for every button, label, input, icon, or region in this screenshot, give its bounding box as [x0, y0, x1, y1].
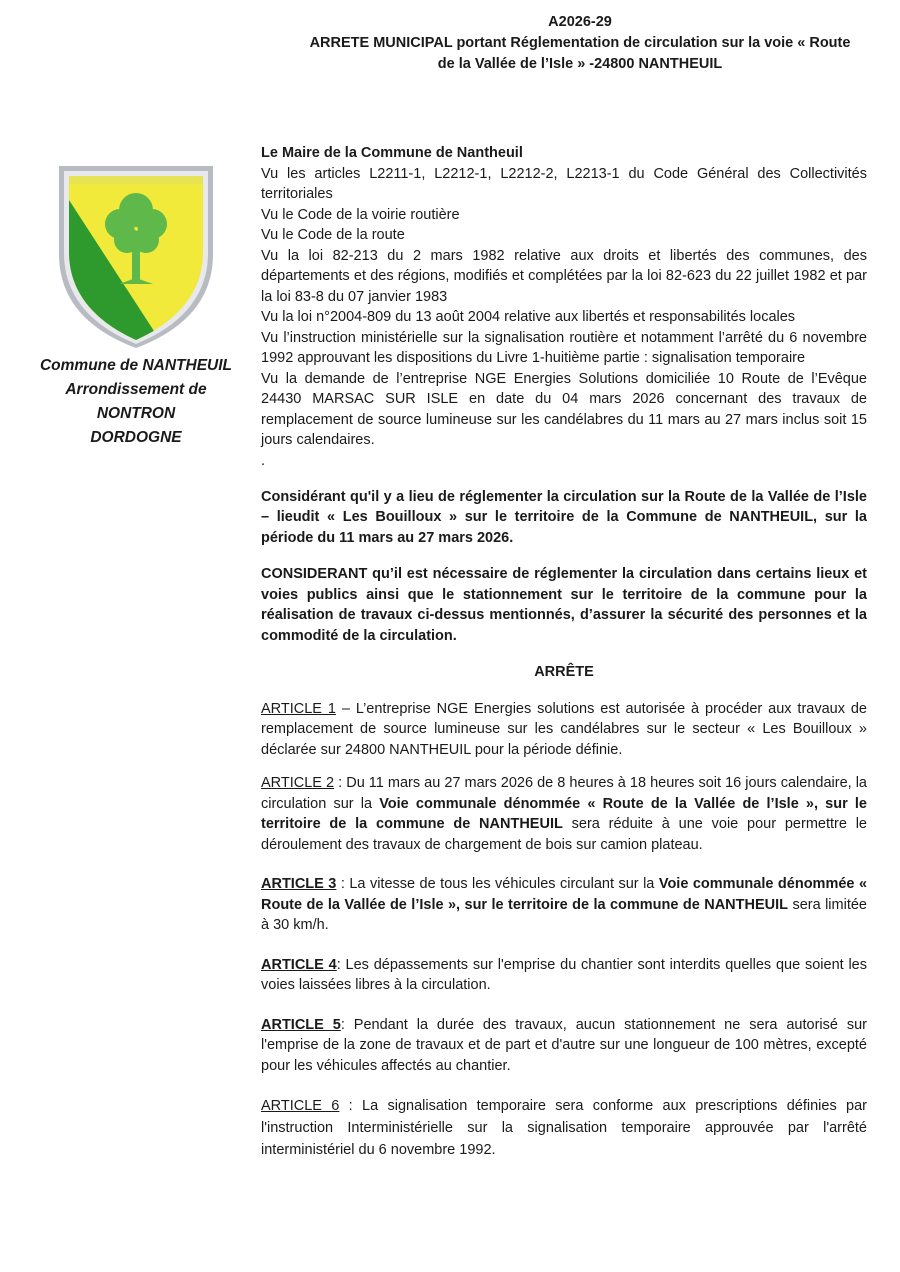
arrondissement-name: NONTRON — [96, 405, 176, 422]
article-label: ARTICLE 5 — [261, 1016, 341, 1033]
vu-line: Vu l’instruction ministérielle sur la signalisation routière et notamment l’arrêté du 6 novembre 1992 approuvant les dispositions du Livre 1-huitième partie : signalisation temporaire — [261, 329, 867, 366]
vu-line: Vu le Code de la route — [261, 227, 405, 243]
article-text: : Du 11 mars au 27 mars 2026 de 8 heures à 18 heures soit 16 jours calendaire, la circulation sur la — [261, 775, 867, 812]
article-label: ARTICLE 2 — [261, 775, 335, 791]
article-label: ARTICLE 4 — [261, 956, 337, 973]
decree-title-line2: de la Vallée de l’Isle » -24800 NANTHEUIL — [437, 56, 723, 72]
article-emphasis: Voie communale dénommée « Route de la Vallée de l’Isle », sur le territoire de la commune de NANTHEUIL — [261, 795, 867, 832]
article-text: : Pendant la durée des travaux, aucun stationnement ne sera autorisé sur l'emprise de la zone de travaux et de part et d'autre sur une longueur de 100 mètres, excepté pour les véhicules affectés au chantier. — [261, 1016, 868, 1074]
considerant-paragraph: CONSIDERANT qu’il est nécessaire de réglementer la circulation dans certains lieux et voies publics ainsi que le stationnement sur le territoire de la commune pour la réalisation de travaux ci-dessus mentionnés, d’assurer la sécurité des personnes et la commodité de la circulation. — [261, 566, 867, 644]
article-2 — [261, 773, 867, 855]
decree-body — [261, 143, 867, 1161]
vu-line: Vu la demande de l’entreprise NGE Energies Solutions domiciliée 10 Route de l’Evêque 24430 MARSAC SUR ISLE en date du 04 mars 2026 concernant des travaux de remplacement de source lumineuse sur les candélabres du 11 mars au 27 mars inclus soit 15 jours calendaires. — [261, 370, 867, 448]
stray-dot: . — [261, 452, 266, 469]
vu-line: Vu la loi 82-213 du 2 mars 1982 relative aux droits et libertés des communes, des départements et des régions, modifiés et complétées par la loi 82-623 du 22 juillet 1982 et par la loi 83-8 du 07 janvier 1983 — [261, 247, 867, 305]
commune-crest-icon — [55, 160, 217, 348]
article-label: ARTICLE 3 — [261, 876, 337, 892]
article-text: sera réduite à une voie pour permettre le déroulement des travaux de chargement de bois sur camion plateau. — [261, 816, 867, 853]
article-text: : Les dépassements sur l'emprise du chantier sont interdits quelles que soient les voies laissées libres à la circulation. — [261, 956, 868, 993]
department-name: DORDOGNE — [90, 429, 182, 446]
vu-line: Vu le Code de la voirie routière — [261, 206, 460, 223]
article-text: : La vitesse de tous les véhicules circulant sur la — [336, 876, 659, 892]
decree-reference: A2026-29 — [548, 14, 612, 30]
article-label: ARTICLE 1 — [261, 700, 336, 717]
article-4 — [261, 955, 867, 996]
arrete-heading: ARRÊTE — [534, 664, 594, 680]
article-emphasis: Voie communale dénommée « Route de la Vallée de l’Isle », sur le territoire de la commune de NANTHEUIL — [261, 876, 868, 913]
arrondissement-label: Arrondissement de — [65, 381, 207, 398]
article-1 — [261, 699, 867, 761]
decree-title-line1: ARRETE MUNICIPAL portant Réglementation de circulation sur la voie « Route — [309, 35, 851, 51]
article-text: – L’entreprise NGE Energies solutions est autorisée à procéder aux travaux de remplacement de source lumineuse sur les candélabres sur le secteur « Les Bouilloux » déclarée sur 24800 NANTHEUIL pour la période définie. — [261, 700, 868, 758]
article-3 — [261, 874, 867, 936]
commune-info — [30, 354, 242, 450]
considerant-paragraph: Considérant qu'il y a lieu de réglementer la circulation sur la Route de la Vallée de l’Isle – lieudit « Les Bouilloux » sur le territoire de la Commune de NANTHEUIL, sur la période du 11 mars au 27 mars 2026. — [261, 488, 867, 546]
article-5 — [261, 1015, 867, 1077]
article-text: sera limitée à 30 km/h. — [261, 896, 867, 933]
document-header — [280, 12, 880, 75]
vu-line: Vu les articles L2211-1, L2212-1, L2212-2, L2213-1 du Code Général des Collectivités territoriales — [261, 165, 867, 202]
article-6 — [261, 1095, 867, 1161]
article-label: ARTICLE 6 — [261, 1098, 340, 1114]
vu-line: Vu la loi n°2004-809 du 13 août 2004 relative aux libertés et responsabilités locales — [261, 309, 796, 325]
maire-line: Le Maire de la Commune de Nantheuil — [261, 145, 523, 161]
article-text: : La signalisation temporaire sera conforme aux prescriptions définies par l'instruction Interministérielle sur la signalisation temporaire approuvée par l'arrêté interministériel du 6 novembre 1992. — [261, 1098, 867, 1158]
commune-name: Commune de NANTHEUIL — [39, 357, 233, 374]
